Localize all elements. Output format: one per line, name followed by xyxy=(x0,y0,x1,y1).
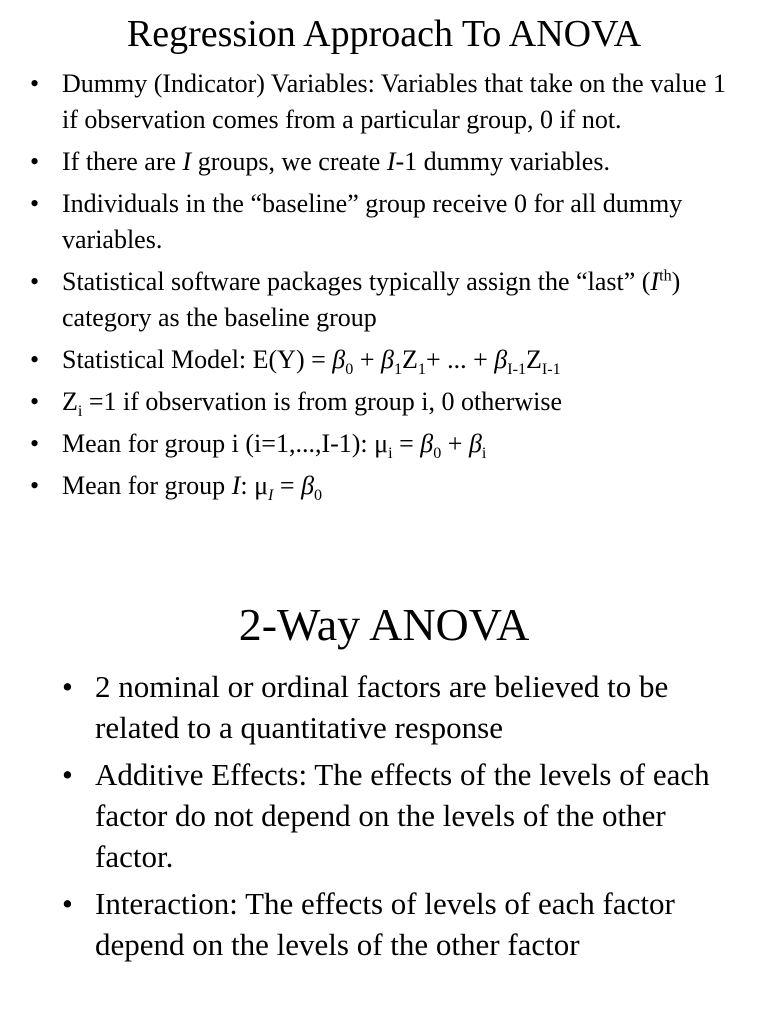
subscript: I xyxy=(268,487,274,505)
symbol-z: Z xyxy=(526,345,542,374)
bullet-text-part: + xyxy=(353,345,381,374)
bullet-text-part: + xyxy=(441,429,469,458)
bullet-dot: • xyxy=(30,429,40,458)
symbol-beta: β xyxy=(301,471,315,500)
bullet-text: Individuals in the “baseline” group receive 0 for all dummy variables. xyxy=(62,189,683,254)
bullet-list xyxy=(0,666,768,965)
bullet-software xyxy=(0,264,768,336)
bullet-dot: • xyxy=(62,669,73,704)
bullet-text: Dummy (Indicator) Variables: Variables that take on the value 1 if observation comes from a particular group, 0 if not. xyxy=(62,69,727,134)
bullet-text-part: Statistical software packages typically assign the “last” ( xyxy=(62,267,651,296)
bullet-dot: • xyxy=(30,387,40,416)
subscript: I-1 xyxy=(507,361,527,379)
bullet-dummy-variables xyxy=(0,66,768,138)
bullet-dot: • xyxy=(30,471,40,500)
bullet-zi-definition xyxy=(0,384,768,420)
symbol-I: I xyxy=(182,147,192,176)
superscript: th xyxy=(659,267,672,285)
bullet-text-part: : xyxy=(240,471,255,500)
symbol-z: Z xyxy=(402,345,418,374)
subscript: 0 xyxy=(314,487,323,505)
subscript: 0 xyxy=(345,361,354,379)
bullet-dot: • xyxy=(30,69,40,98)
symbol-I: I xyxy=(231,471,241,500)
symbol-beta: β xyxy=(420,429,434,458)
slide-title: Regression Approach To ANOVA xyxy=(126,13,642,55)
bullet-groups xyxy=(0,144,768,180)
bullet-text-part: + ... + xyxy=(425,345,495,374)
bullet-text-part: groups, we create xyxy=(191,147,387,176)
slide-title: 2-Way ANOVA xyxy=(238,599,530,650)
bullet-list xyxy=(0,66,768,504)
symbol-beta: β xyxy=(332,345,346,374)
bullet-interaction xyxy=(0,883,768,965)
symbol-beta: β xyxy=(380,345,394,374)
bullet-text-part: Statistical Model: E(Y) = xyxy=(62,345,333,374)
bullet-dot: • xyxy=(30,345,40,374)
bullet-baseline xyxy=(0,186,768,258)
bullet-additive-effects xyxy=(0,754,768,877)
symbol-beta: β xyxy=(494,345,508,374)
bullet-text: 2 nominal or ordinal factors are believed to be related to a quantitative response xyxy=(95,669,669,745)
bullet-text: Additive Effects: The effects of the levels of each factor do not depend on the levels of the other factor. xyxy=(95,757,710,874)
bullet-dot: • xyxy=(30,267,40,296)
bullet-mean-group-i xyxy=(0,426,768,462)
bullet-text-part: Mean for group xyxy=(62,471,232,500)
bullet-nominal-factors xyxy=(0,666,768,748)
subscript: 1 xyxy=(393,361,402,379)
slide-two-way-anova xyxy=(0,590,768,1024)
symbol-I: I xyxy=(650,267,660,296)
bullet-statistical-model xyxy=(0,342,768,378)
symbol-beta: β xyxy=(468,429,482,458)
bullet-text-part: -1 dummy variables. xyxy=(395,147,610,176)
symbol-z: Z xyxy=(62,387,78,416)
bullet-text-part: If there are xyxy=(62,147,183,176)
bullet-dot: • xyxy=(30,147,40,176)
bullet-text-part: = xyxy=(273,471,302,500)
bullet-dot: • xyxy=(62,757,73,792)
bullet-text-part: =1 if observation is from group i, 0 otherwise xyxy=(82,387,563,416)
bullet-text-part: Mean for group i (i=1,...,I-1): xyxy=(62,429,375,458)
subscript: i xyxy=(388,445,393,463)
symbol-mu: μ xyxy=(254,471,269,500)
bullet-mean-group-I xyxy=(0,468,768,504)
bullet-dot: • xyxy=(62,886,73,921)
subscript: 1 xyxy=(417,361,426,379)
bullet-text: Interaction: The effects of levels of each factor depend on the levels of the other factor xyxy=(95,886,675,962)
symbol-mu: μ xyxy=(374,429,389,458)
subscript: 0 xyxy=(433,445,442,463)
subscript: i xyxy=(77,403,83,421)
subscript: i xyxy=(481,445,487,463)
subscript: I-1 xyxy=(541,361,561,379)
bullet-text-part: ) category as the baseline group xyxy=(62,267,681,332)
bullet-dot: • xyxy=(30,189,40,218)
bullet-text-part: = xyxy=(392,429,421,458)
symbol-I: I xyxy=(386,147,396,176)
